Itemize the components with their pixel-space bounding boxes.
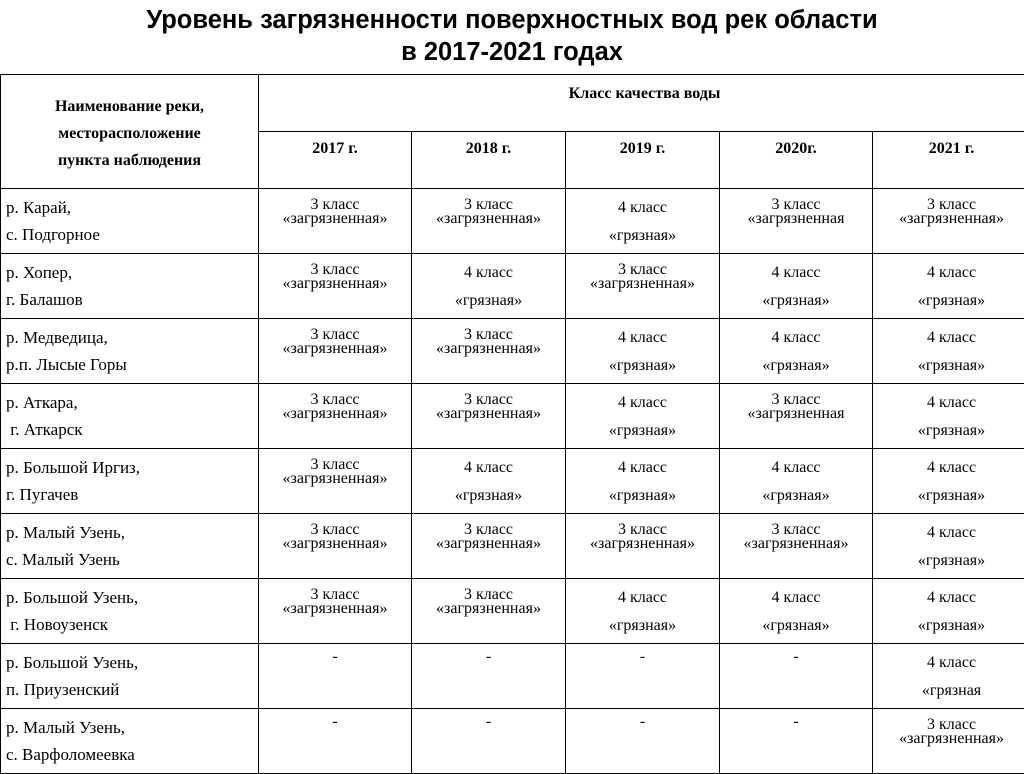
class-number: 3 класс bbox=[412, 328, 565, 342]
class-number: 3 класс bbox=[412, 588, 565, 602]
quality-class-cell bbox=[873, 384, 1024, 449]
table-body bbox=[1, 189, 1024, 774]
class-number: 4 класс bbox=[873, 324, 1024, 352]
quality-class-cell bbox=[412, 319, 566, 384]
class-number: 3 класс bbox=[566, 523, 719, 537]
quality-class-value bbox=[873, 384, 1024, 445]
class-description: «загрязненная» bbox=[412, 407, 565, 421]
quality-class-cell bbox=[566, 319, 720, 384]
class-description: «загрязненная» bbox=[259, 602, 411, 616]
quality-class-value bbox=[873, 319, 1024, 380]
quality-class-value bbox=[259, 254, 411, 291]
class-number: 4 класс bbox=[566, 194, 719, 222]
class-description: «загрязненная» bbox=[259, 212, 411, 226]
river-header-line-3: пункта наблюдения bbox=[1, 147, 258, 174]
quality-class-value bbox=[873, 254, 1024, 315]
river-name: р. Аткара, bbox=[6, 389, 258, 416]
quality-class-value bbox=[720, 189, 872, 226]
observation-point: с. Подгорное bbox=[6, 221, 258, 248]
class-description: «загрязненная» bbox=[412, 212, 565, 226]
quality-class-cell bbox=[720, 384, 873, 449]
quality-class-value bbox=[720, 449, 872, 510]
class-number: 4 класс bbox=[873, 389, 1024, 417]
no-data-dash: - bbox=[720, 649, 872, 665]
class-description: «грязная» bbox=[873, 352, 1024, 380]
year-header-2020: 2020г. bbox=[720, 132, 873, 189]
river-location-cell bbox=[1, 579, 259, 644]
quality-class-value bbox=[873, 644, 1024, 705]
class-number: 3 класс bbox=[412, 523, 565, 537]
river-header-line-1: Наименование реки, bbox=[1, 93, 258, 120]
river-location-cell bbox=[1, 254, 259, 319]
observation-point: г. Аткарск bbox=[6, 416, 258, 443]
class-description: «грязная» bbox=[412, 287, 565, 315]
river-name: р. Большой Узень, bbox=[6, 649, 258, 676]
year-header-2021: 2021 г. bbox=[873, 132, 1024, 189]
class-number: 3 класс bbox=[259, 393, 411, 407]
quality-class-cell bbox=[566, 514, 720, 579]
quality-class-value bbox=[412, 384, 565, 421]
class-number: 4 класс bbox=[873, 519, 1024, 547]
quality-class-cell bbox=[720, 319, 873, 384]
quality-class-value bbox=[566, 384, 719, 445]
table-row bbox=[1, 319, 1024, 384]
quality-class-cell bbox=[412, 579, 566, 644]
quality-class-value bbox=[566, 514, 719, 551]
table-row bbox=[1, 254, 1024, 319]
observation-point: г. Пугачев bbox=[6, 481, 258, 508]
river-location-cell bbox=[1, 644, 259, 709]
quality-class-value bbox=[259, 319, 411, 356]
class-number: 3 класс bbox=[720, 198, 872, 212]
quality-class-cell bbox=[259, 709, 412, 774]
quality-class-value bbox=[566, 189, 719, 250]
no-data-value bbox=[720, 709, 872, 730]
quality-class-cell bbox=[412, 254, 566, 319]
quality-class-cell bbox=[412, 644, 566, 709]
quality-class-cell bbox=[412, 514, 566, 579]
no-data-value bbox=[720, 644, 872, 665]
class-description: «грязная bbox=[873, 677, 1024, 705]
class-description: «загрязненная» bbox=[412, 537, 565, 551]
no-data-dash: - bbox=[566, 714, 719, 730]
class-number: 4 класс bbox=[720, 324, 872, 352]
class-number: 3 класс bbox=[259, 588, 411, 602]
quality-class-cell bbox=[873, 319, 1024, 384]
river-location-cell bbox=[1, 514, 259, 579]
table-row bbox=[1, 514, 1024, 579]
class-number: 3 класс bbox=[873, 718, 1024, 732]
quality-class-value bbox=[412, 319, 565, 356]
class-description: «грязная» bbox=[566, 417, 719, 445]
quality-class-value bbox=[259, 579, 411, 616]
quality-class-cell bbox=[259, 514, 412, 579]
quality-class-value bbox=[412, 189, 565, 226]
year-header-2019: 2019 г. bbox=[566, 132, 720, 189]
quality-class-value bbox=[412, 579, 565, 616]
class-number: 4 класс bbox=[720, 584, 872, 612]
class-description: «грязная» bbox=[566, 612, 719, 640]
class-number: 3 класс bbox=[566, 263, 719, 277]
no-data-dash: - bbox=[412, 649, 565, 665]
class-description: «грязная» bbox=[873, 547, 1024, 575]
class-description: «грязная» bbox=[873, 287, 1024, 315]
river-location-cell bbox=[1, 384, 259, 449]
quality-class-cell bbox=[720, 189, 873, 254]
quality-class-cell bbox=[566, 449, 720, 514]
quality-class-cell bbox=[259, 319, 412, 384]
quality-class-cell bbox=[566, 579, 720, 644]
quality-class-cell bbox=[873, 254, 1024, 319]
class-number: 3 класс bbox=[259, 328, 411, 342]
river-name: р. Медведица, bbox=[6, 324, 258, 351]
class-description: «загрязненная» bbox=[259, 407, 411, 421]
quality-class-cell bbox=[412, 189, 566, 254]
quality-class-cell bbox=[873, 644, 1024, 709]
quality-class-value bbox=[259, 514, 411, 551]
quality-class-value bbox=[566, 319, 719, 380]
year-header-2017: 2017 г. bbox=[259, 132, 412, 189]
class-description: «загрязненная bbox=[720, 212, 872, 226]
no-data-dash: - bbox=[412, 714, 565, 730]
class-number: 4 класс bbox=[412, 454, 565, 482]
river-location-cell bbox=[1, 709, 259, 774]
quality-class-value bbox=[259, 384, 411, 421]
class-description: «грязная» bbox=[873, 417, 1024, 445]
class-description: «грязная» bbox=[566, 352, 719, 380]
class-number: 4 класс bbox=[566, 324, 719, 352]
table-row bbox=[1, 189, 1024, 254]
class-description: «загрязненная» bbox=[873, 212, 1024, 226]
quality-class-value bbox=[412, 449, 565, 510]
river-location-cell bbox=[1, 449, 259, 514]
no-data-value bbox=[259, 709, 411, 730]
quality-class-value bbox=[873, 709, 1024, 746]
quality-class-cell bbox=[566, 189, 720, 254]
quality-class-cell bbox=[873, 449, 1024, 514]
class-description: «загрязненная» bbox=[566, 537, 719, 551]
observation-point: г. Балашов bbox=[6, 286, 258, 313]
quality-class-value bbox=[566, 579, 719, 640]
quality-class-cell bbox=[720, 449, 873, 514]
class-number: 3 класс bbox=[873, 198, 1024, 212]
class-description: «грязная» bbox=[566, 482, 719, 510]
class-number: 4 класс bbox=[566, 389, 719, 417]
class-description: «грязная» bbox=[873, 612, 1024, 640]
river-name: р. Хопер, bbox=[6, 259, 258, 286]
class-description: «грязная» bbox=[720, 482, 872, 510]
class-description: «загрязненная» bbox=[412, 602, 565, 616]
class-description: «грязная» bbox=[720, 352, 872, 380]
class-number: 3 класс bbox=[412, 198, 565, 212]
quality-class-cell bbox=[720, 579, 873, 644]
quality-class-cell bbox=[720, 254, 873, 319]
quality-class-cell bbox=[412, 449, 566, 514]
class-description: «грязная» bbox=[720, 612, 872, 640]
class-number: 4 класс bbox=[566, 584, 719, 612]
class-description: «загрязненная» bbox=[412, 342, 565, 356]
class-description: «грязная» bbox=[720, 287, 872, 315]
quality-class-value bbox=[720, 319, 872, 380]
river-location-cell bbox=[1, 319, 259, 384]
class-number: 4 класс bbox=[873, 584, 1024, 612]
quality-class-cell bbox=[259, 189, 412, 254]
observation-point: г. Новоузенск bbox=[6, 611, 258, 638]
quality-class-cell bbox=[873, 709, 1024, 774]
quality-class-cell bbox=[720, 644, 873, 709]
class-number: 3 класс bbox=[259, 198, 411, 212]
table-row bbox=[1, 644, 1024, 709]
quality-class-value bbox=[873, 189, 1024, 226]
class-number: 3 класс bbox=[720, 393, 872, 407]
no-data-dash: - bbox=[259, 714, 411, 730]
no-data-dash: - bbox=[566, 649, 719, 665]
quality-class-cell bbox=[566, 254, 720, 319]
river-name: р. Большой Узень, bbox=[6, 584, 258, 611]
river-header-line-2: месторасположение bbox=[1, 120, 258, 147]
quality-class-value bbox=[412, 254, 565, 315]
observation-point: р.п. Лысые Горы bbox=[6, 351, 258, 378]
quality-class-value bbox=[720, 579, 872, 640]
class-description: «загрязненная» bbox=[259, 342, 411, 356]
quality-class-cell bbox=[720, 709, 873, 774]
no-data-value bbox=[566, 709, 719, 730]
class-number: 3 класс bbox=[259, 523, 411, 537]
river-location-header bbox=[1, 75, 259, 189]
no-data-dash: - bbox=[259, 649, 411, 665]
table-row bbox=[1, 709, 1024, 774]
quality-class-value bbox=[720, 514, 872, 551]
quality-class-value bbox=[873, 514, 1024, 575]
quality-class-cell bbox=[720, 514, 873, 579]
class-number: 4 класс bbox=[720, 259, 872, 287]
class-description: «загрязненная» bbox=[566, 277, 719, 291]
class-number: 4 класс bbox=[566, 454, 719, 482]
quality-class-value bbox=[259, 449, 411, 486]
quality-class-value bbox=[720, 384, 872, 421]
class-description: «загрязненная» bbox=[259, 277, 411, 291]
class-description: «грязная» bbox=[566, 222, 719, 250]
class-number: 3 класс bbox=[412, 393, 565, 407]
quality-class-value bbox=[412, 514, 565, 551]
observation-point: с. Варфоломеевка bbox=[6, 741, 258, 768]
quality-class-value bbox=[566, 254, 719, 291]
river-name: р. Карай, bbox=[6, 194, 258, 221]
title-line-1: Уровень загрязненности поверхностных вод рек области bbox=[0, 4, 1024, 36]
class-description: «загрязненная» bbox=[720, 537, 872, 551]
table-row bbox=[1, 449, 1024, 514]
quality-class-cell bbox=[566, 384, 720, 449]
no-data-value bbox=[566, 644, 719, 665]
no-data-value bbox=[412, 644, 565, 665]
river-name: р. Малый Узень, bbox=[6, 714, 258, 741]
river-location-cell bbox=[1, 189, 259, 254]
quality-class-cell bbox=[566, 644, 720, 709]
river-name: р. Малый Узень, bbox=[6, 519, 258, 546]
quality-class-cell bbox=[873, 514, 1024, 579]
quality-class-value bbox=[873, 579, 1024, 640]
class-description: «грязная» bbox=[873, 482, 1024, 510]
quality-class-value bbox=[259, 189, 411, 226]
no-data-dash: - bbox=[720, 714, 872, 730]
table-row bbox=[1, 579, 1024, 644]
class-description: «загрязненная» bbox=[873, 732, 1024, 746]
quality-class-cell bbox=[259, 254, 412, 319]
quality-class-value bbox=[566, 449, 719, 510]
no-data-value bbox=[259, 644, 411, 665]
title-line-2: в 2017-2021 годах bbox=[0, 36, 1024, 68]
class-description: «загрязненная bbox=[720, 407, 872, 421]
class-description: «грязная» bbox=[412, 482, 565, 510]
class-number: 3 класс bbox=[720, 523, 872, 537]
page-title bbox=[0, 4, 1024, 68]
quality-class-cell bbox=[259, 579, 412, 644]
river-name: р. Большой Иргиз, bbox=[6, 454, 258, 481]
quality-class-cell bbox=[412, 709, 566, 774]
quality-class-value bbox=[720, 254, 872, 315]
class-number: 4 класс bbox=[873, 649, 1024, 677]
water-quality-table bbox=[0, 74, 1024, 774]
quality-class-cell bbox=[412, 384, 566, 449]
quality-class-cell bbox=[873, 189, 1024, 254]
class-description: «загрязненная» bbox=[259, 537, 411, 551]
class-description: «загрязненная» bbox=[259, 472, 411, 486]
quality-class-cell bbox=[259, 644, 412, 709]
quality-class-cell bbox=[259, 449, 412, 514]
class-number: 4 класс bbox=[873, 259, 1024, 287]
table-row bbox=[1, 384, 1024, 449]
observation-point: с. Малый Узень bbox=[6, 546, 258, 573]
quality-class-cell bbox=[873, 579, 1024, 644]
class-number: 4 класс bbox=[873, 454, 1024, 482]
year-header-2018: 2018 г. bbox=[412, 132, 566, 189]
observation-point: п. Приузенский bbox=[6, 676, 258, 703]
class-number: 3 класс bbox=[259, 263, 411, 277]
water-quality-class-header: Класс качества воды bbox=[259, 75, 1024, 132]
class-number: 4 класс bbox=[412, 259, 565, 287]
no-data-value bbox=[412, 709, 565, 730]
quality-class-cell bbox=[259, 384, 412, 449]
class-number: 4 класс bbox=[720, 454, 872, 482]
quality-class-value bbox=[873, 449, 1024, 510]
class-number: 3 класс bbox=[259, 458, 411, 472]
quality-class-cell bbox=[566, 709, 720, 774]
